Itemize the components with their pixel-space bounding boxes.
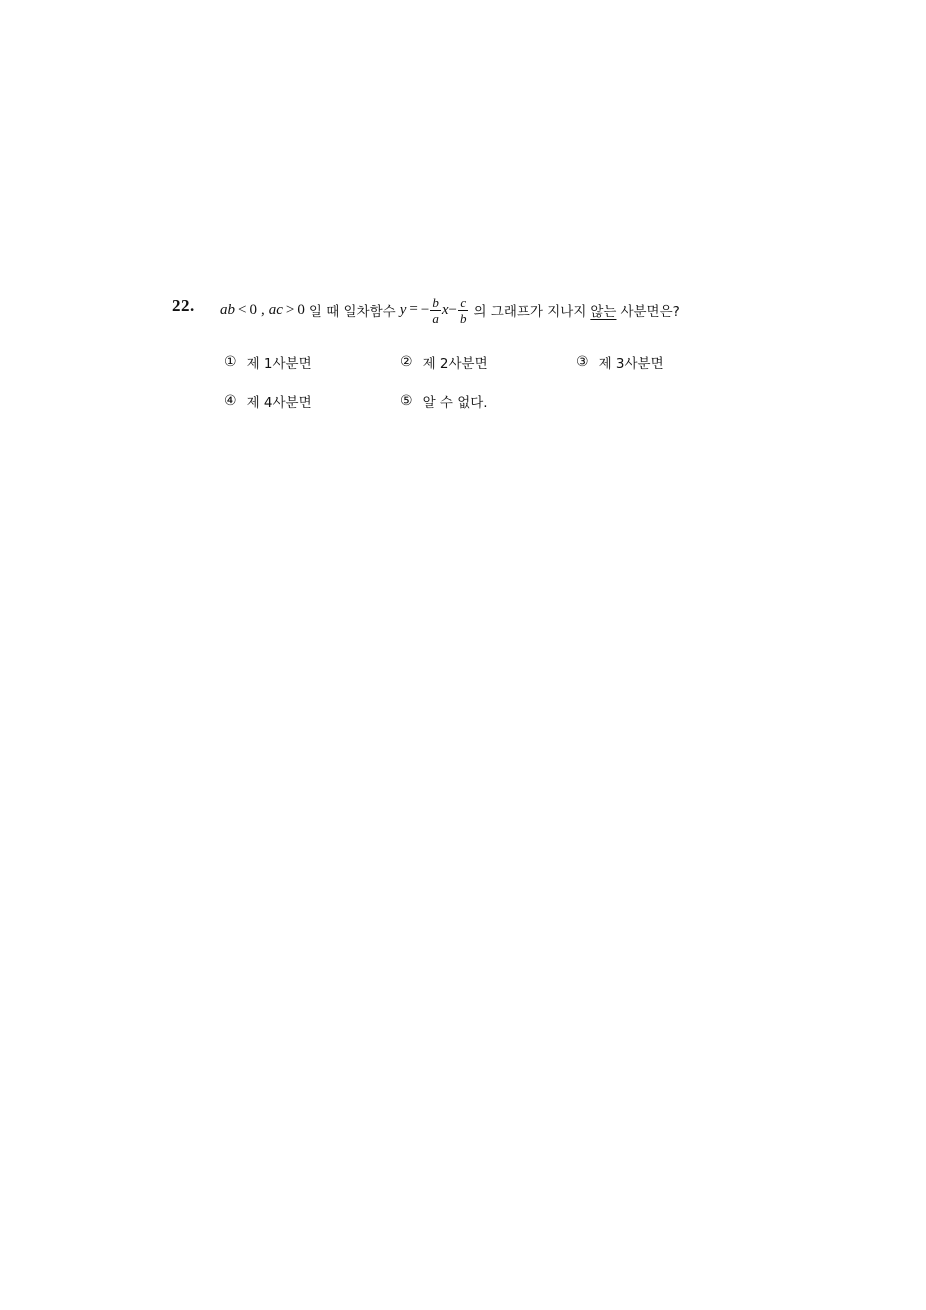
condition-1 [220,302,257,319]
function-equation [400,295,470,326]
stem-text-3: 사분면은? [620,304,680,320]
condition-2-rhs: 0 [297,301,305,318]
choice-1[interactable] [224,352,312,372]
fraction-2-numerator: c [460,294,467,310]
choice-1-mark: ① [224,354,237,370]
choice-5-label: 알 수 없다. [422,395,488,411]
choice-1-label: 제 1사분면 [246,356,312,372]
condition-2-lhs: ac [268,301,283,318]
choice-3-mark: ③ [576,354,589,370]
condition-1-lhs: ab [220,301,235,318]
choice-5[interactable] [400,391,488,411]
fraction-b-over-a [430,295,441,326]
question-stem [220,288,684,332]
condition-separator: , [260,301,265,318]
choice-2-label: 제 2사분면 [422,356,488,372]
equation-minus-1: − [420,301,430,318]
stem-text-2: 의 그래프가 지나지 [473,304,587,320]
fraction-2-denominator: b [459,310,467,326]
equation-equals: = [409,301,418,318]
condition-1-op: < [238,301,247,318]
equation-y: y [399,301,407,318]
choice-4[interactable] [224,391,312,411]
condition-2-op: > [285,301,295,318]
choice-4-mark: ④ [224,393,237,409]
fraction-1-numerator: b [432,294,439,310]
equation-x: x [441,301,449,318]
choice-5-mark: ⑤ [400,393,413,409]
condition-1-rhs: 0 [249,301,257,318]
choice-2[interactable] [400,352,488,372]
stem-underlined-word: 않는 [590,304,617,320]
choice-4-label: 제 4사분면 [246,395,312,411]
fraction-c-over-b [458,295,469,326]
choice-2-mark: ② [400,354,413,370]
stem-text-1: 일 때 일차함수 [308,304,396,320]
choice-3-label: 제 3사분면 [598,356,664,372]
question-number: 22. [172,296,195,315]
condition-2 [269,302,305,319]
choice-3[interactable] [576,352,664,372]
fraction-1-denominator: a [432,310,439,326]
equation-minus-2: − [448,301,457,318]
